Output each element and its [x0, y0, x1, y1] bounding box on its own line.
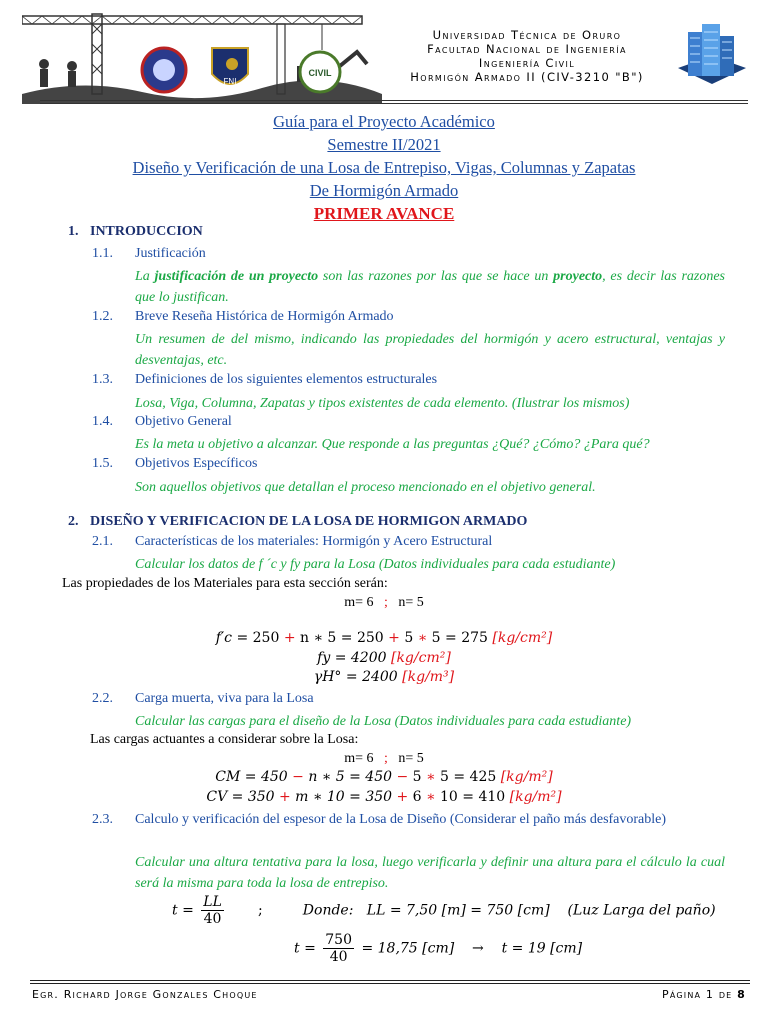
building-logo-image	[676, 22, 748, 88]
subsection-2-1: 2.1. Características de los materiales: Hormigón y Acero Estructural	[92, 534, 493, 549]
note-1-3: Losa, Viga, Columna, Zapatas y tipos existentes de cada elemento. (Ilustrar los mismos)	[135, 396, 630, 411]
subsection-1-4: 1.4. Objetivo General	[92, 414, 232, 429]
note-2-2: Calcular las cargas para el diseño de la Losa (Datos individuales para cada estudiante)	[135, 714, 632, 729]
stage-title: PRIMER AVANCE	[313, 204, 455, 223]
faculty-name: Facultad Nacional de Ingeniería	[427, 42, 627, 56]
university-info	[386, 28, 668, 84]
m-n-values: m= 6 ; n= 5	[344, 595, 424, 610]
title-line-2: Semestre II/2021	[327, 135, 441, 154]
svg-text:FNI: FNI	[223, 77, 237, 86]
header-divider-secondary	[40, 103, 748, 104]
construction-banner-image	[22, 8, 382, 104]
page-header	[0, 0, 768, 106]
note-1-5: Son aquellos objetivos que detallan el proceso mencionado en el objetivo general.	[135, 480, 596, 495]
note-2-1: Calcular los datos de f ´c y fy para la Losa (Datos individuales para cada estudiante)	[135, 557, 616, 572]
footer-divider	[30, 980, 750, 981]
thickness-equation-1: t = $\frac{LL}{40}$ ; Donde: LL = 7,50 [m] = 750 [cm] (Luz Larga del paño)	[172, 894, 716, 927]
university-name: Universidad Técnica de Oruro	[432, 28, 622, 42]
subsection-1-1: 1.1. Justificación	[92, 246, 206, 261]
section-2-heading: 2. DISEÑO Y VERIFICACION DE LA LOSA DE HORMIGON ARMADO	[68, 514, 528, 529]
title-line-3: Diseño y Verificación de una Losa de Entrepiso, Vigas, Columnas y Zapatas	[132, 158, 636, 177]
cm-equation: CM = 450 − n ∗ 5 = 450 − 5 ∗ 5 = 425 [kg/m²]	[215, 769, 553, 785]
author-name: Egr. Richard Jorge Gonzales Choque	[32, 988, 258, 1001]
footer-divider-secondary	[30, 983, 750, 984]
cv-equation: CV = 350 + m ∗ 10 = 350 + 6 ∗ 10 = 410 [kg/m²]	[206, 789, 562, 805]
gamma-equation: γH° = 2400 [kg/m³]	[313, 669, 455, 685]
note-1-2: Un resumen de del mismo, indicando las propiedades del hormigón y acero estructural, ventajas y desventajas, etc.	[135, 332, 725, 368]
subsection-2-3: 2.3. Calculo y verificación del espesor de la Losa de Diseño (Considerar el paño más desfavorable)	[92, 812, 667, 827]
title-line-1: Guía para el Proyecto Académico	[273, 112, 495, 131]
loads-intro: Las cargas actuantes a considerar sobre la Losa:	[90, 732, 359, 747]
svg-text:CIVIL: CIVIL	[308, 68, 332, 78]
subsection-1-5: 1.5. Objetivos Específicos	[92, 456, 258, 471]
fc-equation: f′c = 250 + n ∗ 5 = 250 + 5 ∗ 5 = 275 [kg/cm²]	[215, 630, 553, 646]
section-1-heading: 1. INTRODUCCION	[68, 224, 203, 239]
subsection-2-2: 2.2. Carga muerta, viva para la Losa	[92, 691, 314, 706]
fy-equation: fy = 4200 [kg/cm²]	[317, 650, 451, 666]
note-2-3: Calcular una altura tentativa para la losa, luego verificarla y definir una altura para el cálculo la cual será la misma para toda la losa de entrepiso.	[135, 855, 725, 891]
note-1-4: Es la meta u objetivo a alcanzar. Que responde a las preguntas ¿Qué? ¿Cómo? ¿Para qué?	[135, 437, 650, 452]
career-name: Ingeniería Civil	[478, 56, 576, 70]
header-divider	[40, 100, 748, 101]
document-title-block	[0, 110, 768, 226]
course-name: Hormigón Armado II (CIV-3210 "B")	[410, 70, 644, 84]
materials-intro: Las propiedades de los Materiales para esta sección serán:	[62, 576, 388, 591]
subsection-1-2: 1.2. Breve Reseña Histórica de Hormigón Armado	[92, 309, 394, 324]
subsection-1-3: 1.3. Definiciones de los siguientes elementos estructurales	[92, 372, 438, 387]
note-1-1: La justificación de un proyecto son las razones por las que se hace un proyecto, es decir las razones que lo justifican.	[135, 269, 726, 305]
page-number: Página 1 de 8	[662, 988, 746, 1001]
thickness-equation-2: t = $\frac{750}{40}$ = 18,75 [cm] → t = 19 [cm]	[294, 932, 583, 965]
title-line-4: De Hormigón Armado	[309, 181, 459, 200]
m-n-values-2: m= 6 ; n= 5	[344, 751, 424, 766]
